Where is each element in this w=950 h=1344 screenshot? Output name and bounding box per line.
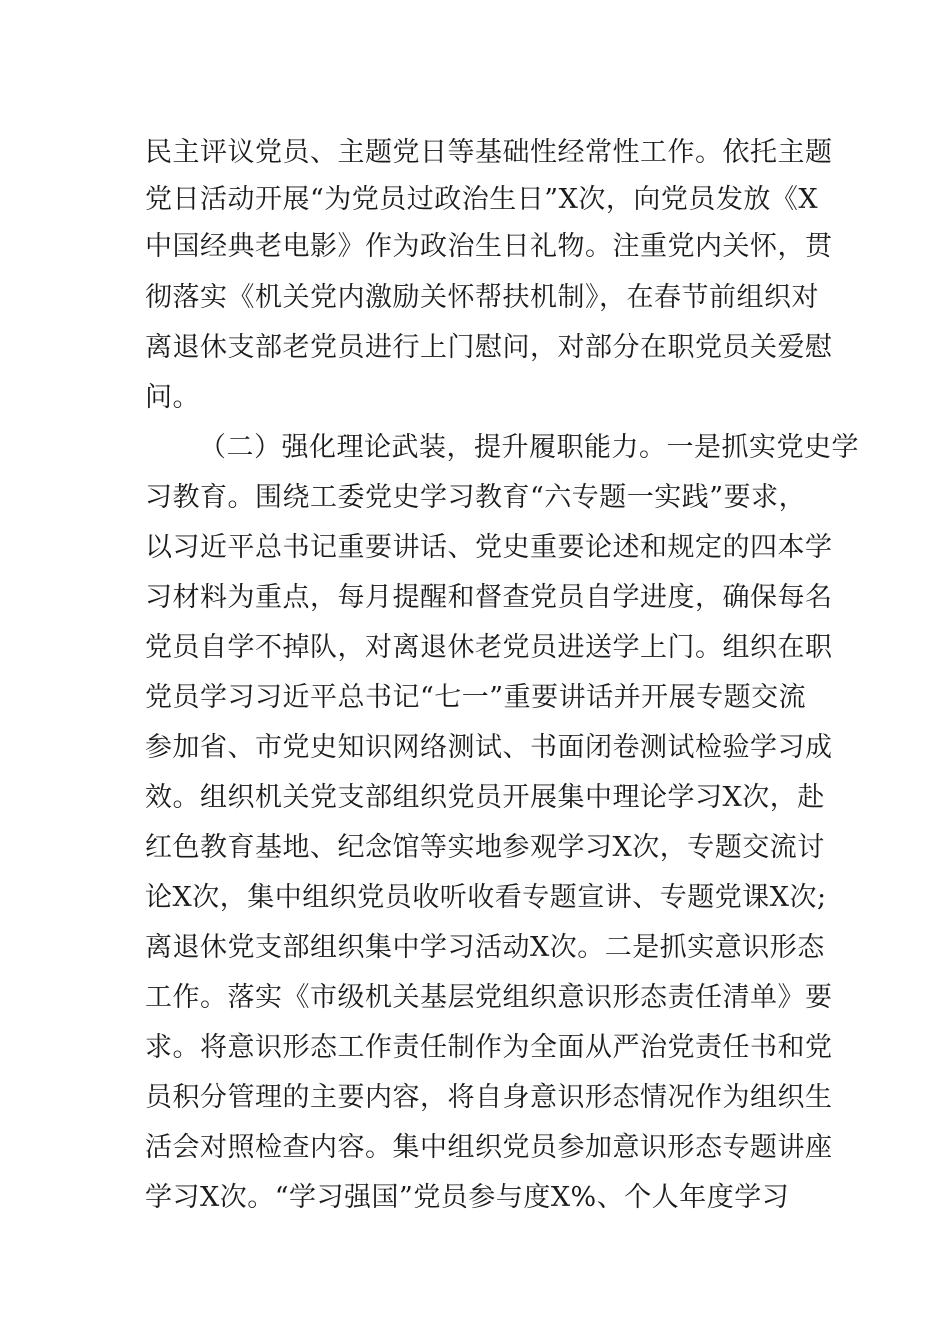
- text-line: 问。: [145, 382, 200, 413]
- text-line: 党员学习习近平总书记“七一”重要讲话并开展专题交流: [145, 682, 807, 713]
- text-line: 以习近平总书记重要讲话、党史重要论述和规定的四本学: [145, 532, 833, 563]
- text-line: 活会对照检查内容。集中组织党员参加意识形态专题讲座: [145, 1132, 833, 1163]
- text-line: 离退休支部老党员进行上门慰问，对部分在职党员关爱慰: [145, 332, 833, 363]
- text-line: 党日活动开展“为党员过政治生日”X次，向党员发放《X: [145, 184, 819, 215]
- text-line: 红色教育基地、纪念馆等实地参观学习X次，专题交流讨: [145, 832, 825, 863]
- text-line: 彻落实《机关党内激励关怀帮扶机制》，在春节前组织对: [145, 282, 819, 313]
- text-line: 工作。落实《市级机关基层党组织意识形态责任清单》要: [145, 982, 833, 1013]
- text-line: 效。组织机关党支部组织党员开展集中理论学习X次，赴: [145, 782, 825, 813]
- paragraph-heading-line: （二）强化理论武装，提升履职能力。一是抓实党史学: [199, 432, 859, 463]
- text-line: 求。将意识形态工作责任制作为全面从严治党责任书和党: [145, 1032, 833, 1063]
- text-line: 党员自学不掉队，对离退休老党员进送学上门。组织在职: [145, 632, 833, 663]
- text-line: 论X次，集中组织党员收听收看专题宣讲、专题党课X次;: [145, 882, 827, 913]
- text-line: 习材料为重点，每月提醒和督查党员自学进度，确保每名: [145, 582, 833, 613]
- text-line: 学习X次。“学习强国”党员参与度X%、个人年度学习: [145, 1182, 790, 1213]
- text-line: 民主评议党员、主题党日等基础性经常性工作。依托主题: [145, 137, 833, 168]
- text-line: 员积分管理的主要内容，将自身意识形态情况作为组织生: [145, 1082, 833, 1113]
- text-line: 离退休党支部组织集中学习活动X次。二是抓实意识形态: [145, 932, 825, 963]
- text-line: 中国经典老电影》作为政治生日礼物。注重党内关怀，贯: [145, 231, 833, 262]
- text-line: 习教育。围绕工委党史学习教育“六专题一实践”要求，: [145, 482, 807, 513]
- text-line: 参加省、市党史知识网络测试、书面闭卷测试检验学习成: [145, 732, 833, 763]
